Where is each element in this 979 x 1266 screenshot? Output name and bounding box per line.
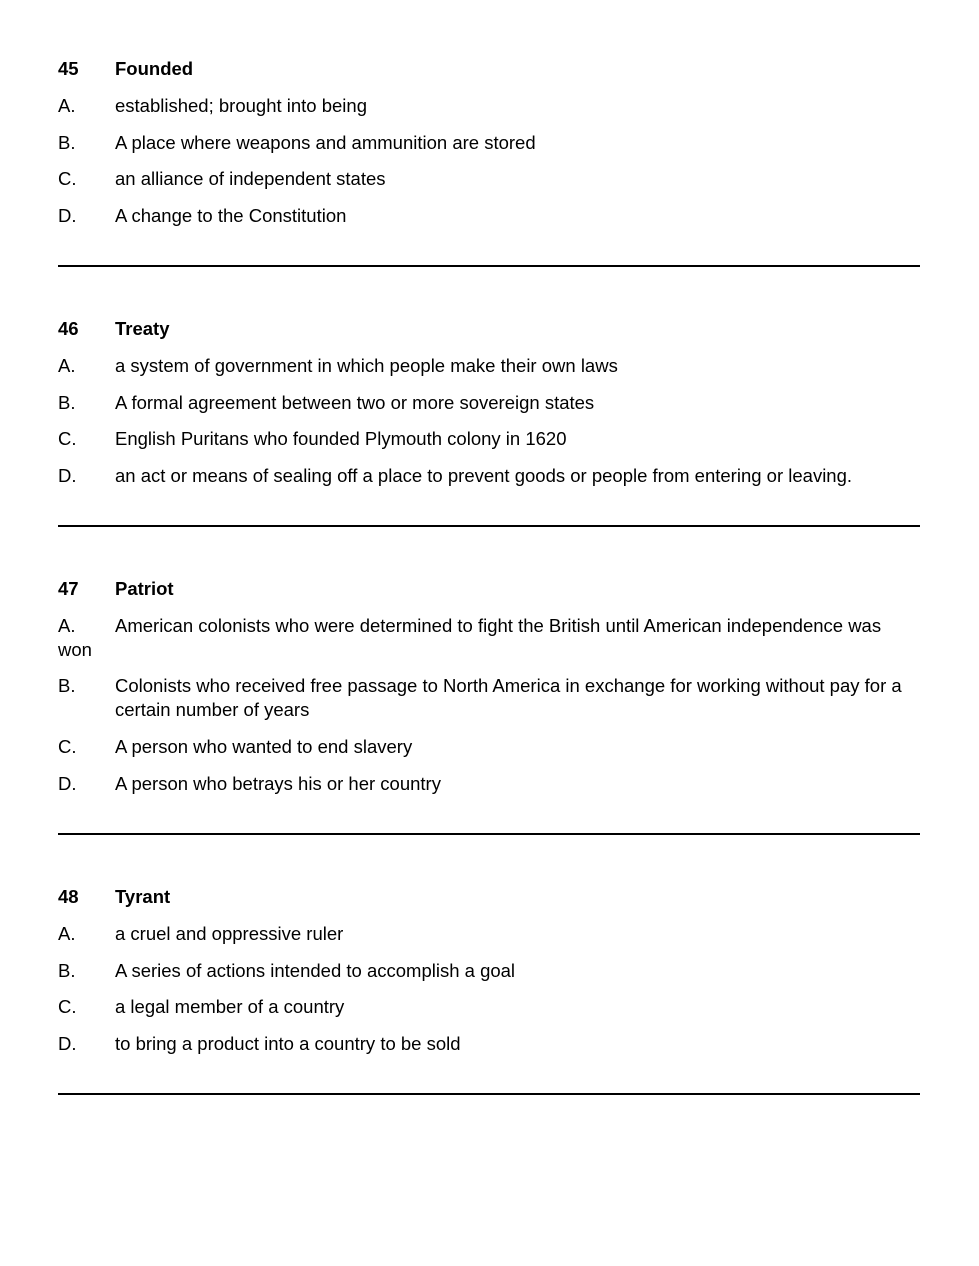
option-text: established; brought into being: [115, 95, 367, 116]
option-text: A place where weapons and ammunition are stored: [115, 132, 536, 153]
option-text: a cruel and oppressive ruler: [115, 923, 344, 944]
question-term: Treaty: [115, 318, 170, 339]
question-term: Patriot: [115, 578, 174, 599]
option-letter: A.: [58, 95, 76, 116]
option-text: a legal member of a country: [115, 996, 345, 1017]
option-c[interactable]: [58, 167, 920, 191]
option-text: English Puritans who founded Plymouth colony in 1620: [115, 428, 567, 449]
option-a[interactable]: [58, 94, 920, 118]
option-d[interactable]: [58, 1032, 920, 1056]
question-number: 47: [58, 578, 79, 599]
option-letter: D.: [58, 465, 77, 486]
question-term: Founded: [115, 58, 194, 79]
option-letter: D.: [58, 1033, 77, 1054]
option-text: an alliance of independent states: [115, 168, 386, 189]
option-text: Colonists who received free passage to North America in exchange for working without pay for a certain number of years: [115, 675, 902, 720]
divider: [58, 833, 920, 835]
option-letter: B.: [58, 132, 76, 153]
option-text: American colonists who were determined to fight the British until American independence was won: [58, 615, 882, 660]
option-c[interactable]: [58, 995, 920, 1019]
option-letter: B.: [58, 960, 76, 981]
divider: [58, 265, 920, 267]
option-a[interactable]: [58, 614, 920, 662]
option-text: A series of actions intended to accomplish a goal: [115, 960, 516, 981]
option-letter: C.: [58, 428, 77, 449]
option-a[interactable]: [58, 922, 920, 946]
option-b[interactable]: [58, 959, 920, 983]
option-b[interactable]: [58, 391, 920, 415]
divider: [58, 525, 920, 527]
question-number: 45: [58, 58, 79, 79]
divider: [58, 1093, 920, 1095]
option-text: an act or means of sealing off a place to prevent goods or people from entering or leaving.: [115, 465, 853, 486]
option-d[interactable]: [58, 204, 920, 228]
option-letter: B.: [58, 675, 76, 696]
question-term: Tyrant: [115, 886, 171, 907]
option-letter: D.: [58, 205, 77, 226]
option-letter: C.: [58, 736, 77, 757]
option-letter: A.: [58, 355, 76, 376]
option-c[interactable]: [58, 427, 920, 451]
option-c[interactable]: [58, 735, 920, 759]
option-text: A formal agreement between two or more sovereign states: [115, 392, 595, 413]
option-letter: D.: [58, 773, 77, 794]
option-d[interactable]: [58, 464, 920, 488]
option-letter: B.: [58, 392, 76, 413]
option-text: A person who wanted to end slavery: [115, 736, 413, 757]
option-text: to bring a product into a country to be sold: [115, 1033, 461, 1054]
option-letter: C.: [58, 168, 77, 189]
question-number: 48: [58, 886, 79, 907]
option-letter: A.: [58, 923, 76, 944]
option-a[interactable]: [58, 354, 920, 378]
option-letter: C.: [58, 996, 77, 1017]
option-d[interactable]: [58, 772, 920, 796]
option-b[interactable]: [58, 674, 920, 722]
option-text: A person who betrays his or her country: [115, 773, 441, 794]
option-letter: A.: [58, 615, 76, 636]
option-b[interactable]: [58, 131, 920, 155]
question-number: 46: [58, 318, 79, 339]
option-text: a system of government in which people make their own laws: [115, 355, 618, 376]
option-text: A change to the Constitution: [115, 205, 347, 226]
